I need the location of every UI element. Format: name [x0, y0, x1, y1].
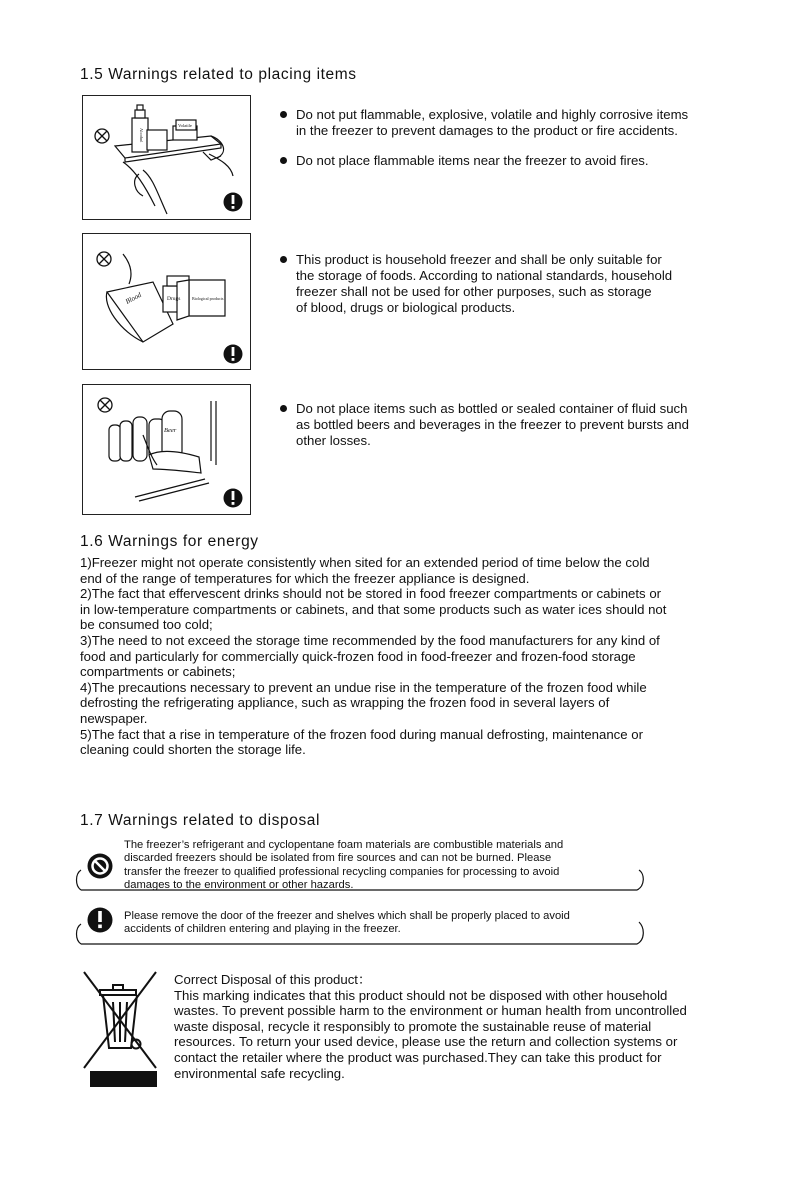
text-line: defrosting the refrigerating appliance, such as wrapping the frozen food in several layers of	[80, 695, 610, 711]
text-line: environmental safe recycling.	[174, 1065, 345, 1081]
bullet-line: Do not put flammable, explosive, volatile and highly corrosive items	[296, 107, 689, 122]
illustration-flammable-items	[82, 95, 251, 220]
no-fire-icon	[88, 854, 113, 879]
text-line: be consumed too cold;	[80, 617, 213, 633]
section-1-5-title: 1.5 Warnings related to placing items	[80, 66, 357, 83]
callout-no-burning	[75, 838, 647, 896]
bullet-line: This product is household freezer and shall be only suitable for	[296, 252, 662, 267]
bullet-line: of blood, drugs or biological products.	[296, 300, 516, 315]
warning-icon	[88, 908, 113, 933]
text-line: 5)The fact that a rise in temperature of the frozen food during manual defrosting, maintenance or	[80, 726, 643, 742]
label-alcohol: Alcohol	[139, 128, 144, 143]
text-line: 2)The fact that effervescent drinks should not be stored in food freezer compartments or cabinets or	[80, 586, 662, 602]
label-beer: Beer	[164, 427, 177, 434]
text-line: 1)Freezer might not operate consistently when sited for an extended period of time below the cold	[80, 555, 650, 570]
text-line: waste disposal, recycle it responsibly to promote the sustainable reuse of material	[174, 1018, 652, 1034]
correct-disposal-text	[174, 972, 687, 1081]
callout-line: accidents of children entering and playing in the freezer.	[124, 923, 401, 936]
bullet-line: in the freezer to prevent damages to the product or fire accidents.	[296, 123, 678, 138]
disposal-heading: Correct Disposal of this product：	[174, 972, 372, 987]
section-1-7-title: 1.7 Warnings related to disposal	[80, 812, 321, 829]
bullet-line: other losses.	[296, 433, 371, 448]
callout-line: The freezer’s refrigerant and cyclopentane foam materials are combustible materials and	[124, 839, 564, 851]
text-line: end of the range of temperatures for which the freezer appliance is designed.	[80, 570, 530, 586]
text-line: wastes. To prevent possible harm to the environment or human health from uncontrolled	[174, 1003, 687, 1019]
label-biological: Biological products	[192, 296, 224, 301]
label-volatile: Volatile	[178, 123, 192, 128]
bullet-line: the storage of foods. According to national standards, household	[296, 268, 673, 283]
text-line: food and particularly for commercially quick-frozen food in food-freezer and frozen-food storage	[80, 648, 636, 664]
bullet-household-use	[280, 252, 672, 316]
illustration-blood-drugs	[82, 233, 251, 370]
bullet-flammable-near	[280, 153, 649, 169]
warning-icon	[224, 489, 243, 508]
text-line: cleaning could shorten the storage life.	[80, 742, 306, 758]
weee-crossed-bin-icon	[82, 968, 158, 1090]
callout-line: Please remove the door of the freezer and shelves which shall be properly placed to avoid	[124, 910, 570, 922]
text-line: compartments or cabinets;	[80, 664, 236, 680]
label-drugs: Drugs	[167, 296, 181, 302]
illustration-bottled-beverages	[82, 384, 251, 515]
callout-remove-door	[75, 906, 647, 948]
callout-line: damages to the environment or other hazards.	[124, 879, 354, 892]
bullet-line: freezer shall not be used for other purposes, such as storage	[296, 284, 652, 299]
callout-line: discarded freezers should be isolated from fire sources and can not be burned. Please	[124, 852, 552, 865]
callout-line: transfer the freezer to qualified professional recycling companies for processing to avoid	[124, 865, 560, 878]
prohibited-icon	[98, 398, 112, 412]
bullet-flammable	[280, 107, 688, 139]
warning-icon	[224, 193, 243, 212]
text-line: newspaper.	[80, 710, 148, 726]
text-line: 3)The need to not exceed the storage time recommended by the food manufacturers for any kind of	[80, 632, 660, 648]
energy-warnings-text	[80, 555, 720, 758]
text-line: This marking indicates that this product should not be disposed with other household	[174, 987, 668, 1003]
prohibited-icon	[97, 252, 111, 266]
text-line: contact the retailer where the product was purchased.They can take this product for	[174, 1049, 662, 1065]
prohibited-icon	[95, 129, 109, 143]
bullet-line: as bottled beers and beverages in the freezer to prevent bursts and	[296, 417, 689, 432]
text-line: resources. To return your used device, please use the return and collection systems or	[174, 1034, 678, 1050]
bullet-line: Do not place flammable items near the freezer to avoid fires.	[296, 153, 649, 168]
bullet-bottled-fluids	[280, 401, 689, 449]
text-line: in low-temperature compartments or cabinets, and that some products such as water ices should not	[80, 601, 667, 617]
text-line: 4)The precautions necessary to prevent an undue rise in the temperature of the frozen food while	[80, 679, 647, 695]
label-blood: Blood	[124, 290, 143, 306]
bullet-line: Do not place items such as bottled or sealed container of fluid such	[296, 401, 688, 416]
section-1-6-title: 1.6 Warnings for energy	[80, 533, 259, 550]
warning-icon	[224, 345, 243, 364]
